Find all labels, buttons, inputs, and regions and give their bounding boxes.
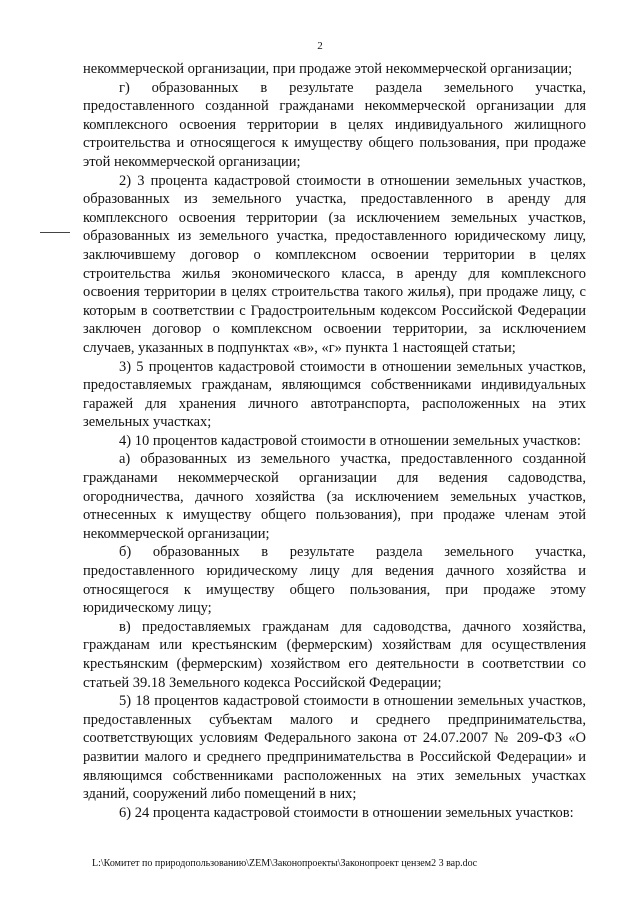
- paragraph: б) образованных в результате раздела земельного участка, предоставленного юридическому лицу для ведения дачного хозяйства и относящегося к имуществу общего пользования, при продаже этому юридическому лицу;: [83, 544, 586, 617]
- page-number: 2: [317, 40, 323, 52]
- paragraph: некоммерческой организации, при продаже этой некоммерческой организации;: [83, 61, 573, 77]
- document-body: [83, 60, 586, 822]
- paragraph: в) предоставляемых гражданам для садоводства, дачного хозяйства, гражданам или крестьянским (фермерским) хозяйствам для осуществления крестьянским (фермерским) хозяйством его деятельности в соответствии со статьей 39.18 Земельного кодекса Российской Федерации;: [83, 618, 586, 691]
- paragraph: а) образованных из земельного участка, предоставленного созданной гражданами некоммерческой организации для ведения садоводства, огородничества, дачного хозяйства (за исключением земельных участков, отнесенных к имуществу общего пользования), при продаже членам этой некоммерческой организации;: [83, 451, 586, 542]
- footer-file-path: L:\Комитет по природопользованию\ZEM\Законопроекты\Законопроект цензем2 3 вар.doc: [92, 858, 478, 869]
- margin-mark: [40, 232, 70, 233]
- paragraph: 2) 3 процента кадастровой стоимости в отношении земельных участков, образованных из земельного участка, предоставленного в аренду для комплексного освоения территории (за исключением земельных участков, образованных из земельного участка, предоставленного юридическому лицу, заключившему договор о комплексном освоении территории в целях строительства жилья экономического класса, в аренду для комплексного освоения территории в целях строительства такого жилья), при продаже лицу, с которым в соответствии с Градостроительным кодексом Российской Федерации заключен договор о комплексном освоении территории, за исключением случаев, указанных в подпунктах «в», «г» пункта 1 настоящей статьи;: [83, 172, 586, 356]
- paragraph: 4) 10 процентов кадастровой стоимости в отношении земельных участков:: [119, 432, 581, 449]
- paragraph: 5) 18 процентов кадастровой стоимости в отношении земельных участков, предоставленных субъектам малого и среднего предпринимательства, соответствующих условиям Федерального закона от 24.07.2007 № 209-ФЗ «О развитии малого и среднего предпринимательства в Российской Федерации» и являющимся собственниками расположенных на этих земельных участках зданий, сооружений либо помещений в них;: [83, 693, 586, 803]
- paragraph: 3) 5 процентов кадастровой стоимости в отношении земельных участков, предоставляемых гражданам, являющимся собственниками индивидуальных гаражей для хранения личного автотранспорта, расположенных на этих земельных участках;: [83, 358, 586, 431]
- paragraph: 6) 24 процента кадастровой стоимости в отношении земельных участков:: [119, 804, 574, 821]
- paragraph: г) образованных в результате раздела земельного участка, предоставленного созданной гражданами некоммерческой организации для комплексного освоения территории в целях индивидуального жилищного строительства и относящегося к имуществу общего пользования, при продаже этой некоммерческой организации;: [83, 79, 586, 170]
